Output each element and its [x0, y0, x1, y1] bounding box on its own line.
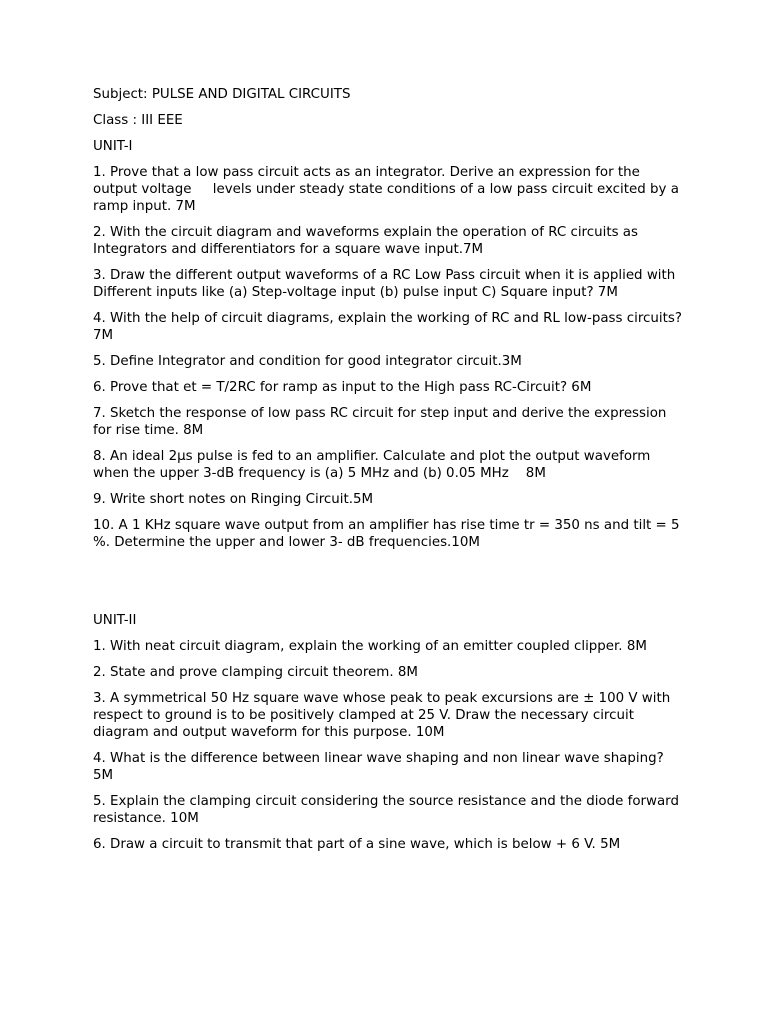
subject-line: Subject: PULSE AND DIGITAL CIRCUITS: [93, 87, 351, 102]
unit-1-question-5: 5. Define Integrator and condition for good integrator circuit.3M: [93, 354, 522, 369]
unit-1-question-8: 8. An ideal 2µs pulse is fed to an amplifier. Calculate and plot the output waveform when the upper 3-dB frequency is (a) 5 MHz and (b) 0.05 MHz 8M: [93, 449, 655, 481]
unit-1-question-4: 4. With the help of circuit diagrams, explain the working of RC and RL low-pass circuits? 7M: [93, 311, 687, 343]
class-line: Class : III EEE: [93, 113, 183, 128]
unit-1-question-7: 7. Sketch the response of low pass RC circuit for step input and derive the expression for rise time. 8M: [93, 406, 671, 438]
section-spacer: [93, 560, 683, 612]
unit-1-question-6: 6. Prove that et = T/2RC for ramp as input to the High pass RC-Circuit? 6M: [93, 380, 592, 395]
unit-1-heading: UNIT-I: [93, 139, 133, 154]
unit-2-question-4: 4. What is the difference between linear wave shaping and non linear wave shaping? 5M: [93, 751, 668, 783]
unit-2-question-6: 6. Draw a circuit to transmit that part of a sine wave, which is below + 6 V. 5M: [93, 837, 621, 852]
unit-2-question-2: 2. State and prove clamping circuit theorem. 8M: [93, 665, 418, 680]
unit-2-question-1: 1. With neat circuit diagram, explain the working of an emitter coupled clipper. 8M: [93, 639, 647, 654]
unit-1-question-2: 2. With the circuit diagram and waveforms explain the operation of RC circuits as Integrators and differentiators for a square wave input.7M: [93, 225, 643, 257]
unit-1-question-3: 3. Draw the different output waveforms of a RC Low Pass circuit when it is applied with Different inputs like (a) Step-voltage input (b) pulse input C) Square input? 7M: [93, 268, 680, 300]
document-page: [93, 86, 687, 862]
unit-1-question-1: 1. Prove that a low pass circuit acts as an integrator. Derive an expression for the output voltage levels under steady state conditions of a low pass circuit excited by a ramp input. 7M: [93, 165, 684, 214]
unit-2-heading: UNIT-II: [93, 613, 137, 628]
unit-1-question-9: 9. Write short notes on Ringing Circuit.5M: [93, 492, 374, 507]
unit-1-question-10: 10. A 1 KHz square wave output from an amplifier has rise time tr = 350 ns and tilt = 5 %. Determine the upper and lower 3- dB frequencies.10M: [93, 518, 684, 550]
unit-2-question-3: 3. A symmetrical 50 Hz square wave whose peak to peak excursions are ± 100 V with respect to ground is to be positively clamped at 25 V. Draw the necessary circuit diagram and output waveform for this purpose. 10M: [93, 691, 675, 740]
unit-2-question-5: 5. Explain the clamping circuit considering the source resistance and the diode forward resistance. 10M: [93, 794, 684, 826]
